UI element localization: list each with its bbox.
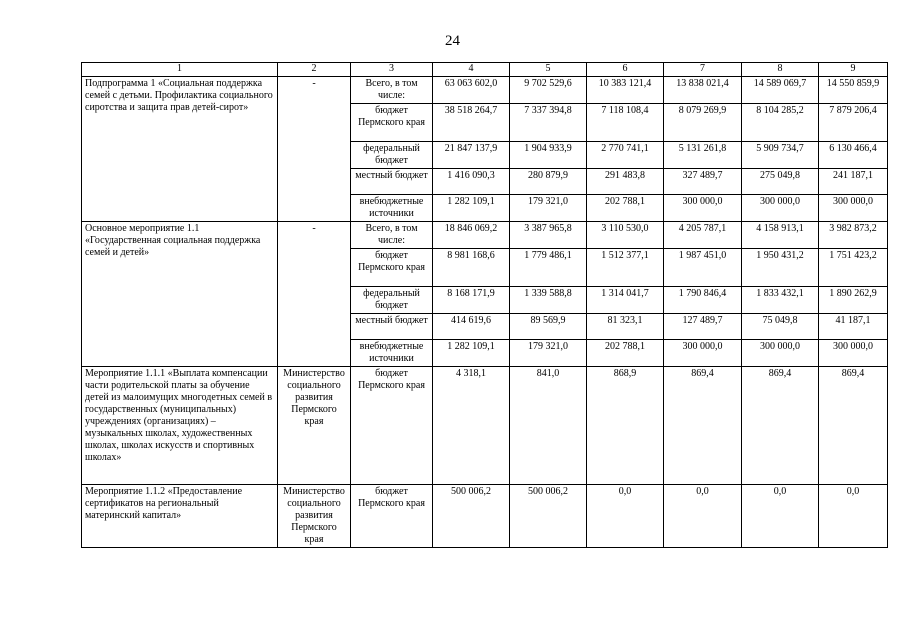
- amount-cell: 291 483,8: [587, 169, 664, 195]
- column-number: 5: [510, 63, 587, 77]
- amount-cell: 2 770 741,1: [587, 142, 664, 169]
- amount-cell: 327 489,7: [664, 169, 742, 195]
- amount-cell: 869,4: [664, 367, 742, 485]
- amount-cell: 280 879,9: [510, 169, 587, 195]
- amount-cell: 5 131 261,8: [664, 142, 742, 169]
- executor-cell: Министерство социального развития Пермского края: [278, 485, 351, 548]
- amount-cell: 8 104 285,2: [742, 104, 819, 142]
- amount-cell: 841,0: [510, 367, 587, 485]
- amount-cell: 8 079 269,9: [664, 104, 742, 142]
- amount-cell: 5 909 734,7: [742, 142, 819, 169]
- funding-source-cell: местный бюджет: [351, 169, 433, 195]
- amount-cell: 300 000,0: [742, 340, 819, 367]
- amount-cell: 1 282 109,1: [433, 195, 510, 222]
- amount-cell: 18 846 069,2: [433, 222, 510, 249]
- amount-cell: 10 383 121,4: [587, 77, 664, 104]
- amount-cell: 1 987 451,0: [664, 249, 742, 287]
- funding-source-cell: бюджет Пермского края: [351, 104, 433, 142]
- funding-source-cell: бюджет Пермского края: [351, 249, 433, 287]
- amount-cell: 7 337 394,8: [510, 104, 587, 142]
- program-name-cell: Мероприятие 1.1.1 «Выплата компенсации части родительской платы за обучение детей из малоимущих многодетных семей в государственных (муниципальных) учреждениях (организациях) – музыкальных школах, художественных школах, школах искусств и спортивных школах»: [82, 367, 278, 485]
- amount-cell: 3 110 530,0: [587, 222, 664, 249]
- column-number: 9: [819, 63, 888, 77]
- amount-cell: 6 130 466,4: [819, 142, 888, 169]
- column-number: 4: [433, 63, 510, 77]
- table-row: [82, 485, 888, 548]
- column-number: 7: [664, 63, 742, 77]
- funding-source-cell: Всего, в том числе:: [351, 77, 433, 104]
- amount-cell: 1 339 588,8: [510, 287, 587, 314]
- amount-cell: 300 000,0: [664, 340, 742, 367]
- amount-cell: 21 847 137,9: [433, 142, 510, 169]
- amount-cell: 0,0: [587, 485, 664, 548]
- amount-cell: 179 321,0: [510, 195, 587, 222]
- amount-cell: 4 205 787,1: [664, 222, 742, 249]
- page-number: 24: [445, 33, 460, 49]
- amount-cell: 1 833 432,1: [742, 287, 819, 314]
- amount-cell: 4 158 913,1: [742, 222, 819, 249]
- amount-cell: 1 751 423,2: [819, 249, 888, 287]
- column-number: 3: [351, 63, 433, 77]
- amount-cell: 0,0: [742, 485, 819, 548]
- amount-cell: 0,0: [819, 485, 888, 548]
- amount-cell: 0,0: [664, 485, 742, 548]
- table-row: [82, 367, 888, 485]
- amount-cell: 3 982 873,2: [819, 222, 888, 249]
- column-number: 8: [742, 63, 819, 77]
- funding-source-cell: внебюджетные источники: [351, 340, 433, 367]
- amount-cell: 89 569,9: [510, 314, 587, 340]
- funding-source-cell: федеральный бюджет: [351, 287, 433, 314]
- amount-cell: 1 416 090,3: [433, 169, 510, 195]
- amount-cell: 869,4: [819, 367, 888, 485]
- budget-table: [81, 62, 888, 548]
- amount-cell: 300 000,0: [819, 340, 888, 367]
- amount-cell: 4 318,1: [433, 367, 510, 485]
- funding-source-cell: бюджет Пермского края: [351, 367, 433, 485]
- table-row: [82, 222, 888, 249]
- amount-cell: 1 904 933,9: [510, 142, 587, 169]
- amount-cell: 1 790 846,4: [664, 287, 742, 314]
- amount-cell: 127 489,7: [664, 314, 742, 340]
- table-row: [82, 77, 888, 104]
- column-number: 2: [278, 63, 351, 77]
- amount-cell: 38 518 264,7: [433, 104, 510, 142]
- amount-cell: 869,4: [742, 367, 819, 485]
- amount-cell: 14 550 859,9: [819, 77, 888, 104]
- amount-cell: 300 000,0: [819, 195, 888, 222]
- amount-cell: 9 702 529,6: [510, 77, 587, 104]
- amount-cell: 13 838 021,4: [664, 77, 742, 104]
- executor-cell: -: [278, 77, 351, 222]
- amount-cell: 8 168 171,9: [433, 287, 510, 314]
- amount-cell: 1 512 377,1: [587, 249, 664, 287]
- executor-cell: -: [278, 222, 351, 367]
- amount-cell: 3 387 965,8: [510, 222, 587, 249]
- amount-cell: 414 619,6: [433, 314, 510, 340]
- amount-cell: 8 981 168,6: [433, 249, 510, 287]
- funding-source-cell: Всего, в том числе:: [351, 222, 433, 249]
- amount-cell: 300 000,0: [742, 195, 819, 222]
- amount-cell: 241 187,1: [819, 169, 888, 195]
- budget-table-body: [82, 63, 888, 548]
- amount-cell: 63 063 602,0: [433, 77, 510, 104]
- amount-cell: 202 788,1: [587, 340, 664, 367]
- amount-cell: 179 321,0: [510, 340, 587, 367]
- funding-source-cell: федеральный бюджет: [351, 142, 433, 169]
- program-name-cell: Мероприятие 1.1.2 «Предоставление сертификатов на региональный материнский капитал»: [82, 485, 278, 548]
- amount-cell: 300 000,0: [664, 195, 742, 222]
- amount-cell: 1 890 262,9: [819, 287, 888, 314]
- program-name-cell: Основное мероприятие 1.1 «Государственная социальная поддержка семей и детей»: [82, 222, 278, 367]
- program-name-cell: Подпрограмма 1 «Социальная поддержка семей с детьми. Профилактика социального сиротства и защита прав детей-сирот»: [82, 77, 278, 222]
- amount-cell: 41 187,1: [819, 314, 888, 340]
- amount-cell: 202 788,1: [587, 195, 664, 222]
- amount-cell: 500 006,2: [510, 485, 587, 548]
- column-number: 6: [587, 63, 664, 77]
- funding-source-cell: бюджет Пермского края: [351, 485, 433, 548]
- funding-source-cell: внебюджетные источники: [351, 195, 433, 222]
- amount-cell: 7 118 108,4: [587, 104, 664, 142]
- amount-cell: 275 049,8: [742, 169, 819, 195]
- amount-cell: 1 282 109,1: [433, 340, 510, 367]
- amount-cell: 81 323,1: [587, 314, 664, 340]
- column-number-row: [82, 63, 888, 77]
- amount-cell: 14 589 069,7: [742, 77, 819, 104]
- amount-cell: 7 879 206,4: [819, 104, 888, 142]
- amount-cell: 1 314 041,7: [587, 287, 664, 314]
- executor-cell: Министерство социального развития Пермского края: [278, 367, 351, 485]
- amount-cell: 1 950 431,2: [742, 249, 819, 287]
- amount-cell: 75 049,8: [742, 314, 819, 340]
- column-number: 1: [82, 63, 278, 77]
- amount-cell: 500 006,2: [433, 485, 510, 548]
- funding-source-cell: местный бюджет: [351, 314, 433, 340]
- amount-cell: 868,9: [587, 367, 664, 485]
- amount-cell: 1 779 486,1: [510, 249, 587, 287]
